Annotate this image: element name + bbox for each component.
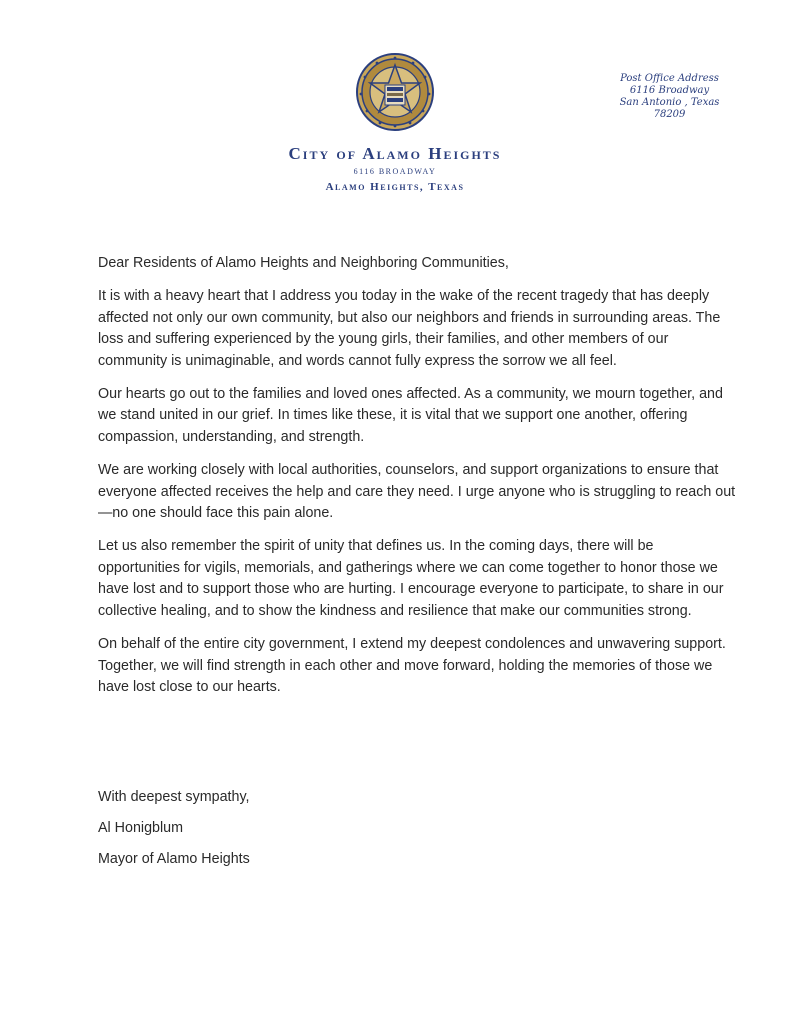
signatory-name: Al Honigblum xyxy=(98,820,184,836)
letter-paragraph: On behalf of the entire city government, I extend my deepest condolences and unwavering support. Together, we will find strength in each other and move forward, holding the memories of those we have lost close to our hearts. xyxy=(98,636,726,695)
po-address-line: 78209 xyxy=(653,109,686,120)
city-name: City of Alamo Heights xyxy=(288,144,502,163)
po-address-line: 6116 Broadway xyxy=(629,85,710,96)
sign-off: With deepest sympathy, xyxy=(98,789,250,805)
po-address-line: Post Office Address xyxy=(620,73,719,84)
letterhead xyxy=(230,144,560,194)
city-seal-icon xyxy=(355,52,435,132)
letter-paragraph: Let us also remember the spirit of unity that defines us. In the coming days, there will be opportunities for vigils, memorials, and gatherings where we can come together to honor those we have lost and to support those who are hurting. I encourage everyone to participate, to share in our collective healing, and to show the kindness and resilience that make our communities strong. xyxy=(98,538,724,619)
signatory-title: Mayor of Alamo Heights xyxy=(98,851,250,867)
post-office-address xyxy=(612,73,727,121)
street-address: 6116 BROADWAY xyxy=(353,167,437,176)
letter-paragraph: It is with a heavy heart that I address you today in the wake of the recent tragedy that has deeply affected not only our own community, but also our neighbors and friends in surrounding areas. The loss and suffering experienced by the young girls, their families, and other members of our community is unimaginable, and words cannot fully express the sorrow we all feel. xyxy=(98,288,721,369)
letter-paragraph: Our hearts go out to the families and loved ones affected. As a community, we mourn together, and we stand united in our grief. In times like these, it is vital that we support one another, offering compassion, understanding, and strength. xyxy=(98,386,723,445)
town-name: Alamo Heights, Texas xyxy=(325,181,465,193)
letter-paragraph: We are working closely with local authorities, counselors, and support organizations to ensure that everyone affected receives the help and care they need. I urge anyone who is struggling to reach out—no one should face this pain alone. xyxy=(98,462,736,522)
letter-body xyxy=(98,253,738,710)
salutation: Dear Residents of Alamo Heights and Neighboring Communities, xyxy=(98,255,509,271)
po-address-line: San Antonio , Texas xyxy=(619,97,720,108)
